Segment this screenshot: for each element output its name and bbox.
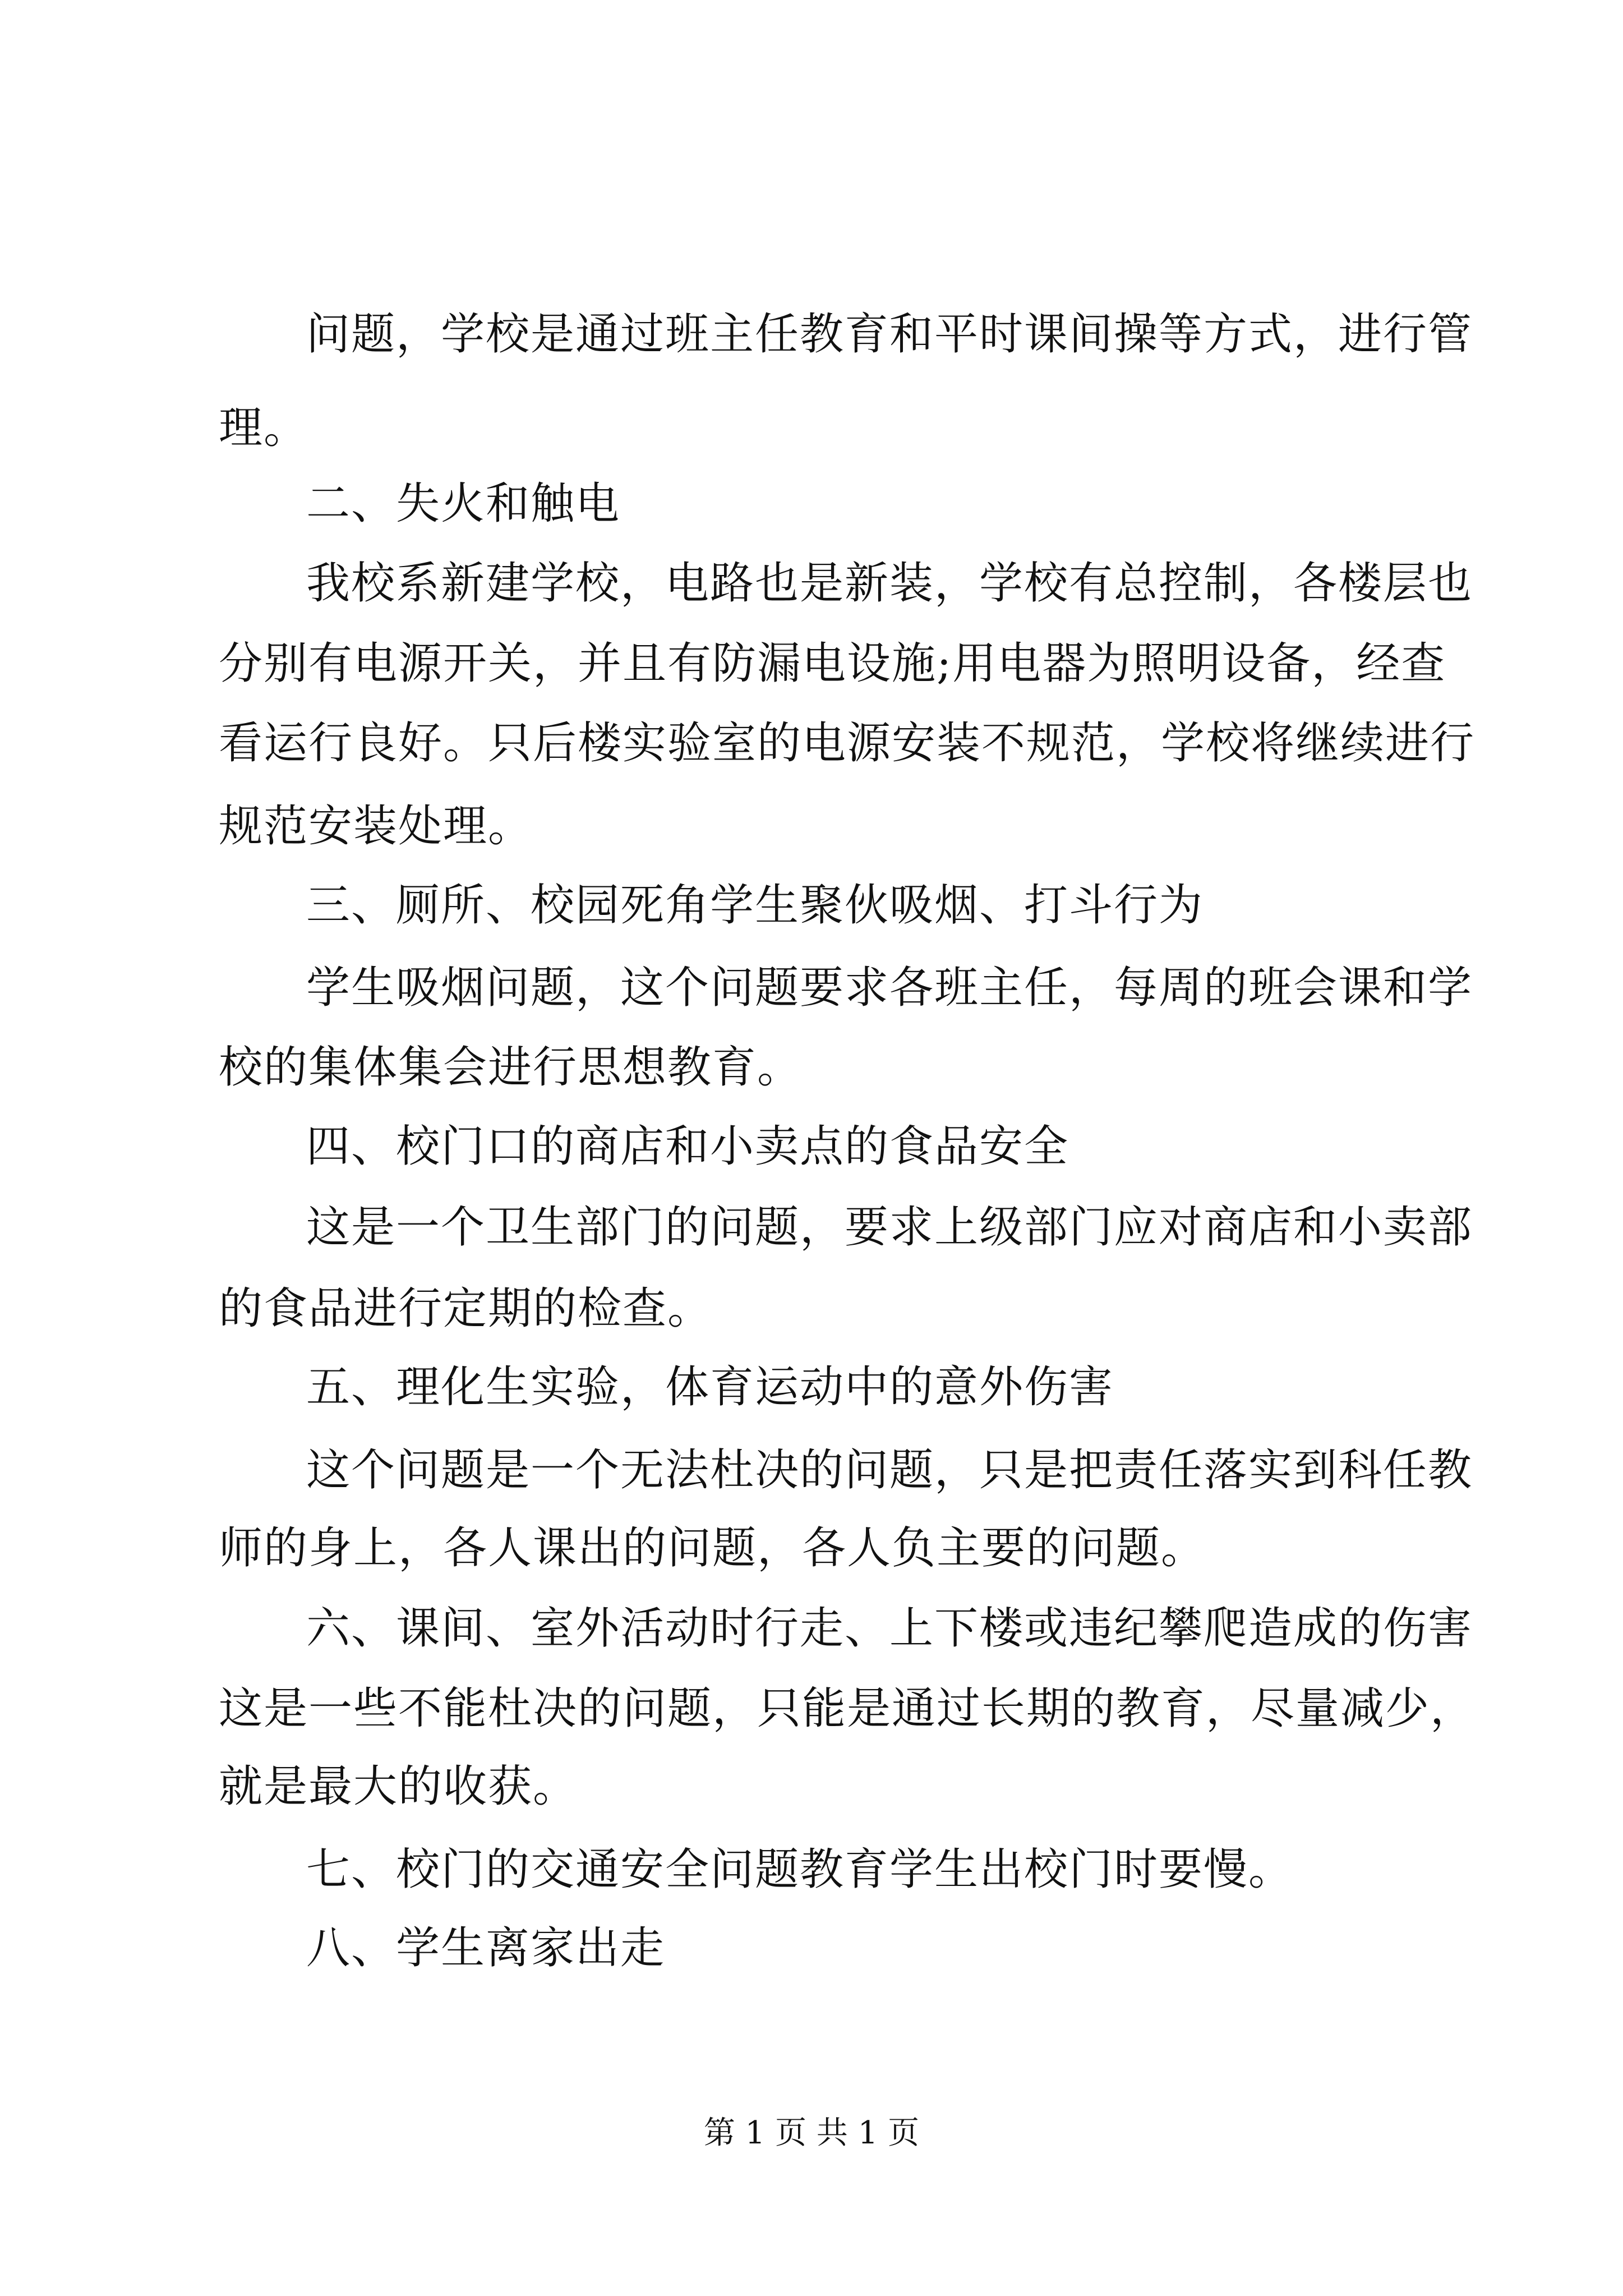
section-heading: 八、学生离家出走 [306,1923,666,1973]
paragraph-line: 这是一些不能杜决的问题，只能是通过长期的教育，尽量减少， [219,1683,1476,1734]
section-heading: 七、校门的交通安全问题教育学生出校门时要慢。 [306,1844,1294,1895]
paragraph-line: 理。 [219,403,309,453]
paragraph-line: 师的身上，各人课出的问题，各人负主要的问题。 [219,1523,1206,1573]
paragraph-line: 这是一个卫生部门的问题，要求上级部门应对商店和小卖部 [306,1202,1473,1253]
section-heading: 二、失火和触电 [306,478,621,529]
section-heading: 四、校门口的商店和小卖点的食品安全 [306,1121,1069,1172]
paragraph-line: 规范安装处理。 [219,801,533,852]
section-heading: 三、厕所、校园死角学生聚伙吸烟、打斗行为 [306,880,1204,931]
paragraph-line: 学生吸烟问题，这个问题要求各班主任，每周的班会课和学 [306,963,1473,1013]
paragraph-line: 校的集体集会进行思想教育。 [219,1042,803,1093]
section-heading: 六、课间、室外活动时行走、上下楼或违纪攀爬造成的伤害 [306,1603,1473,1654]
paragraph-line: 看运行良好。只后楼实验室的电源安装不规范，学校将继续进行 [219,718,1476,769]
paragraph-line: 的食品进行定期的检查。 [219,1283,713,1334]
paragraph-line: 分别有电源开关，并且有防漏电设施;用电器为照明设备，经查 [219,638,1446,689]
paragraph-line: 问题，学校是通过班主任教育和平时课间操等方式，进行管 [306,309,1473,360]
paragraph-line: 我校系新建学校，电路也是新装，学校有总控制，各楼层也 [306,558,1473,609]
page-number-footer: 第 1 页 共 1 页 [703,2115,920,2151]
paragraph-line: 这个问题是一个无法杜决的问题，只是把责任落实到科任教 [306,1445,1473,1496]
paragraph-line: 就是最大的收获。 [219,1761,578,1812]
section-heading: 五、理化生实验，体育运动中的意外伤害 [306,1362,1114,1412]
